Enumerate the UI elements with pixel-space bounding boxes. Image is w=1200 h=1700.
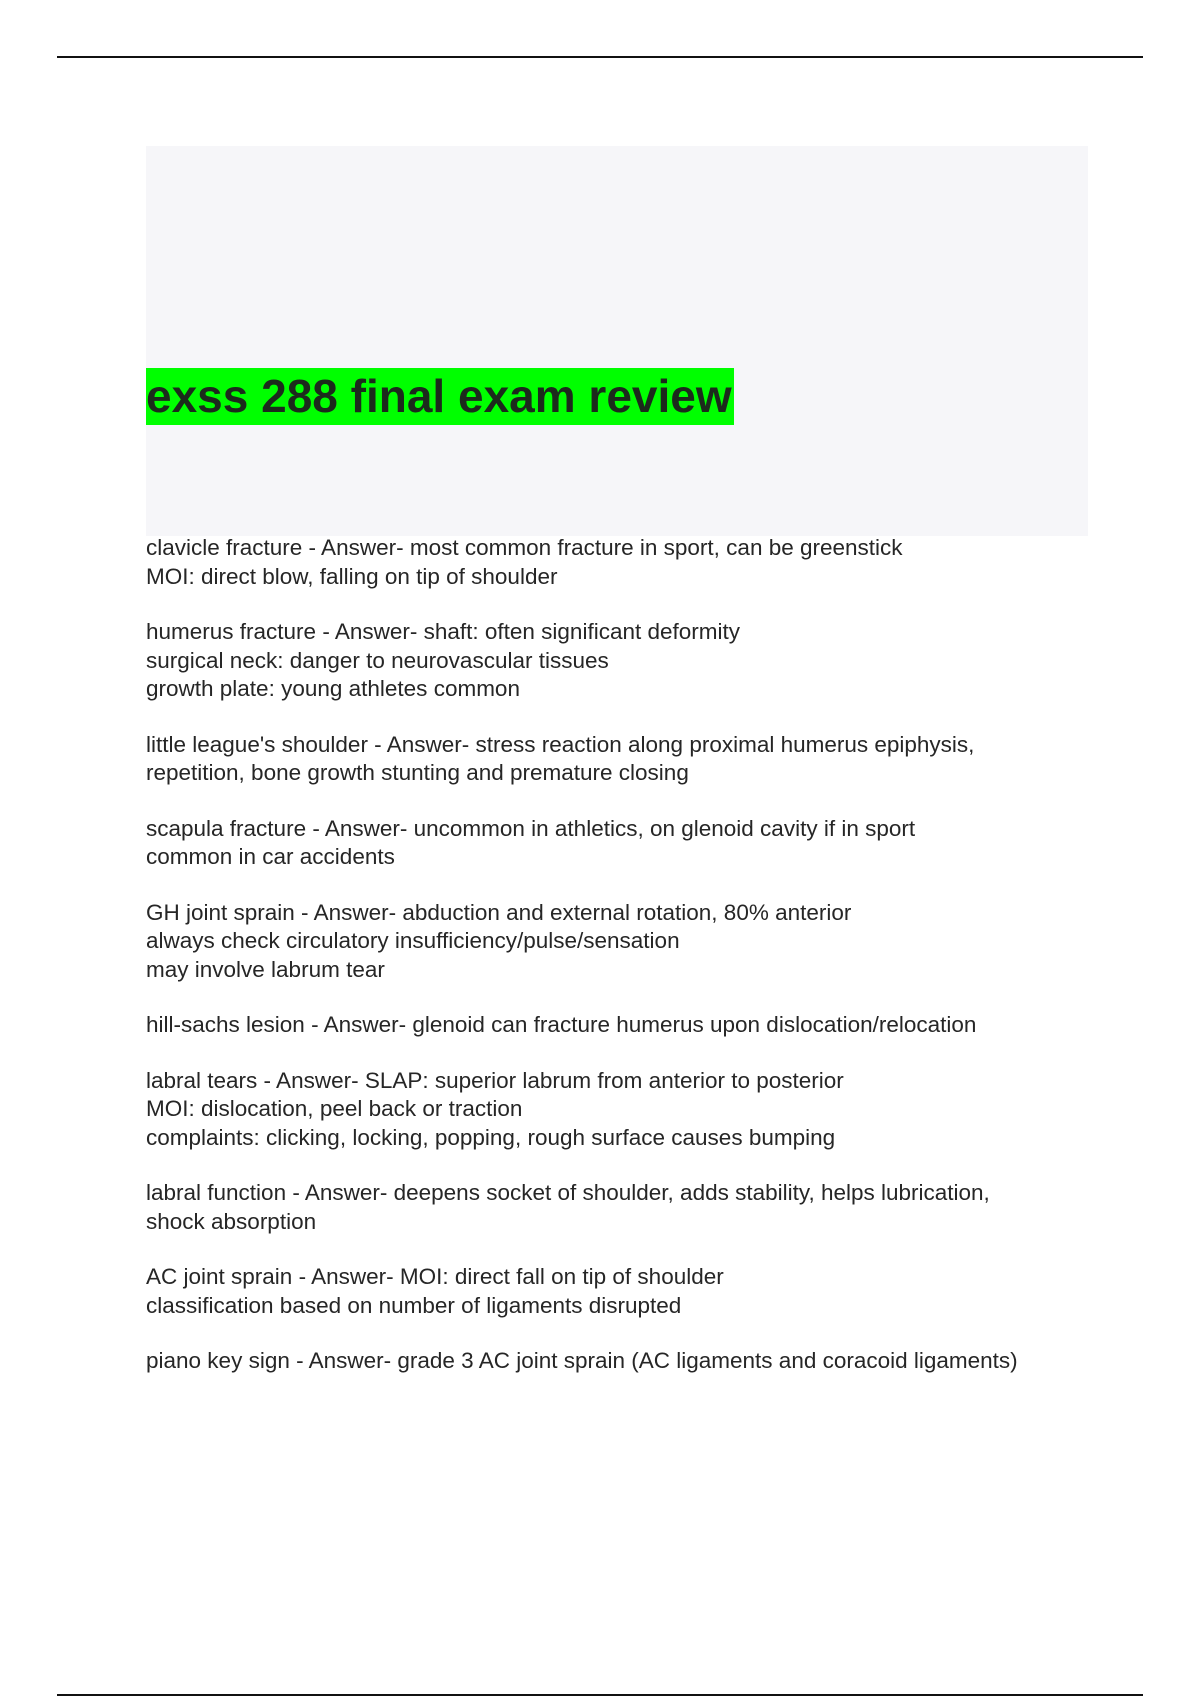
entry-ac-joint-sprain bbox=[146, 1263, 1106, 1320]
document-body bbox=[146, 534, 1106, 1403]
entry-line: MOI: direct blow, falling on tip of shoulder bbox=[146, 563, 558, 589]
bottom-rule bbox=[57, 1694, 1143, 1696]
entry-line: labral function - Answer- deepens socket of shoulder, adds stability, helps lubrication, bbox=[146, 1180, 990, 1205]
entry-line: GH joint sprain - Answer- abduction and external rotation, 80% anterior bbox=[146, 899, 852, 925]
entry-line: classification based on number of ligaments disrupted bbox=[146, 1292, 682, 1318]
entry-line: scapula fracture - Answer- uncommon in athletics, on glenoid cavity if in sport bbox=[146, 815, 916, 841]
entry-line: repetition, bone growth stunting and premature closing bbox=[146, 760, 689, 785]
entry-line: labral tears - Answer- SLAP: superior labrum from anterior to posterior bbox=[146, 1067, 844, 1093]
entry-line: always check circulatory insufficiency/pulse/sensation bbox=[146, 928, 680, 953]
entry-little-league-shoulder bbox=[146, 731, 1106, 788]
entry-scapula-fracture bbox=[146, 815, 1106, 872]
entry-gh-joint-sprain bbox=[146, 899, 1106, 985]
top-rule bbox=[57, 56, 1143, 58]
entry-hill-sachs-lesion bbox=[146, 1011, 1106, 1040]
page-title: exss 288 final exam review bbox=[146, 368, 734, 425]
entry-labral-function bbox=[146, 1179, 1106, 1236]
entry-line: AC joint sprain - Answer- MOI: direct fall on tip of shoulder bbox=[146, 1264, 724, 1289]
entry-line: MOI: dislocation, peel back or traction bbox=[146, 1096, 523, 1121]
entry-humerus-fracture bbox=[146, 618, 1106, 704]
entry-line: common in car accidents bbox=[146, 844, 395, 869]
entry-line: hill-sachs lesion - Answer- glenoid can fracture humerus upon dislocation/relocation bbox=[146, 1012, 977, 1037]
entry-line: humerus fracture - Answer- shaft: often significant deformity bbox=[146, 619, 740, 644]
entry-line: growth plate: young athletes common bbox=[146, 676, 520, 701]
entry-labral-tears bbox=[146, 1067, 1106, 1153]
entry-clavicle-fracture bbox=[146, 534, 1106, 591]
entry-line: clavicle fracture - Answer- most common fracture in sport, can be greenstick bbox=[146, 535, 903, 560]
entry-line: little league's shoulder - Answer- stress reaction along proximal humerus epiphysis, bbox=[146, 731, 975, 757]
entry-line: may involve labrum tear bbox=[146, 956, 385, 982]
entry-line: piano key sign - Answer- grade 3 AC joint sprain (AC ligaments and coracoid ligaments) bbox=[146, 1348, 1018, 1373]
entry-line: complaints: clicking, locking, popping, rough surface causes bumping bbox=[146, 1124, 836, 1150]
entry-line: shock absorption bbox=[146, 1208, 317, 1234]
entry-piano-key-sign bbox=[146, 1347, 1106, 1376]
title-block-background bbox=[146, 146, 1088, 536]
entry-line: surgical neck: danger to neurovascular tissues bbox=[146, 647, 609, 673]
